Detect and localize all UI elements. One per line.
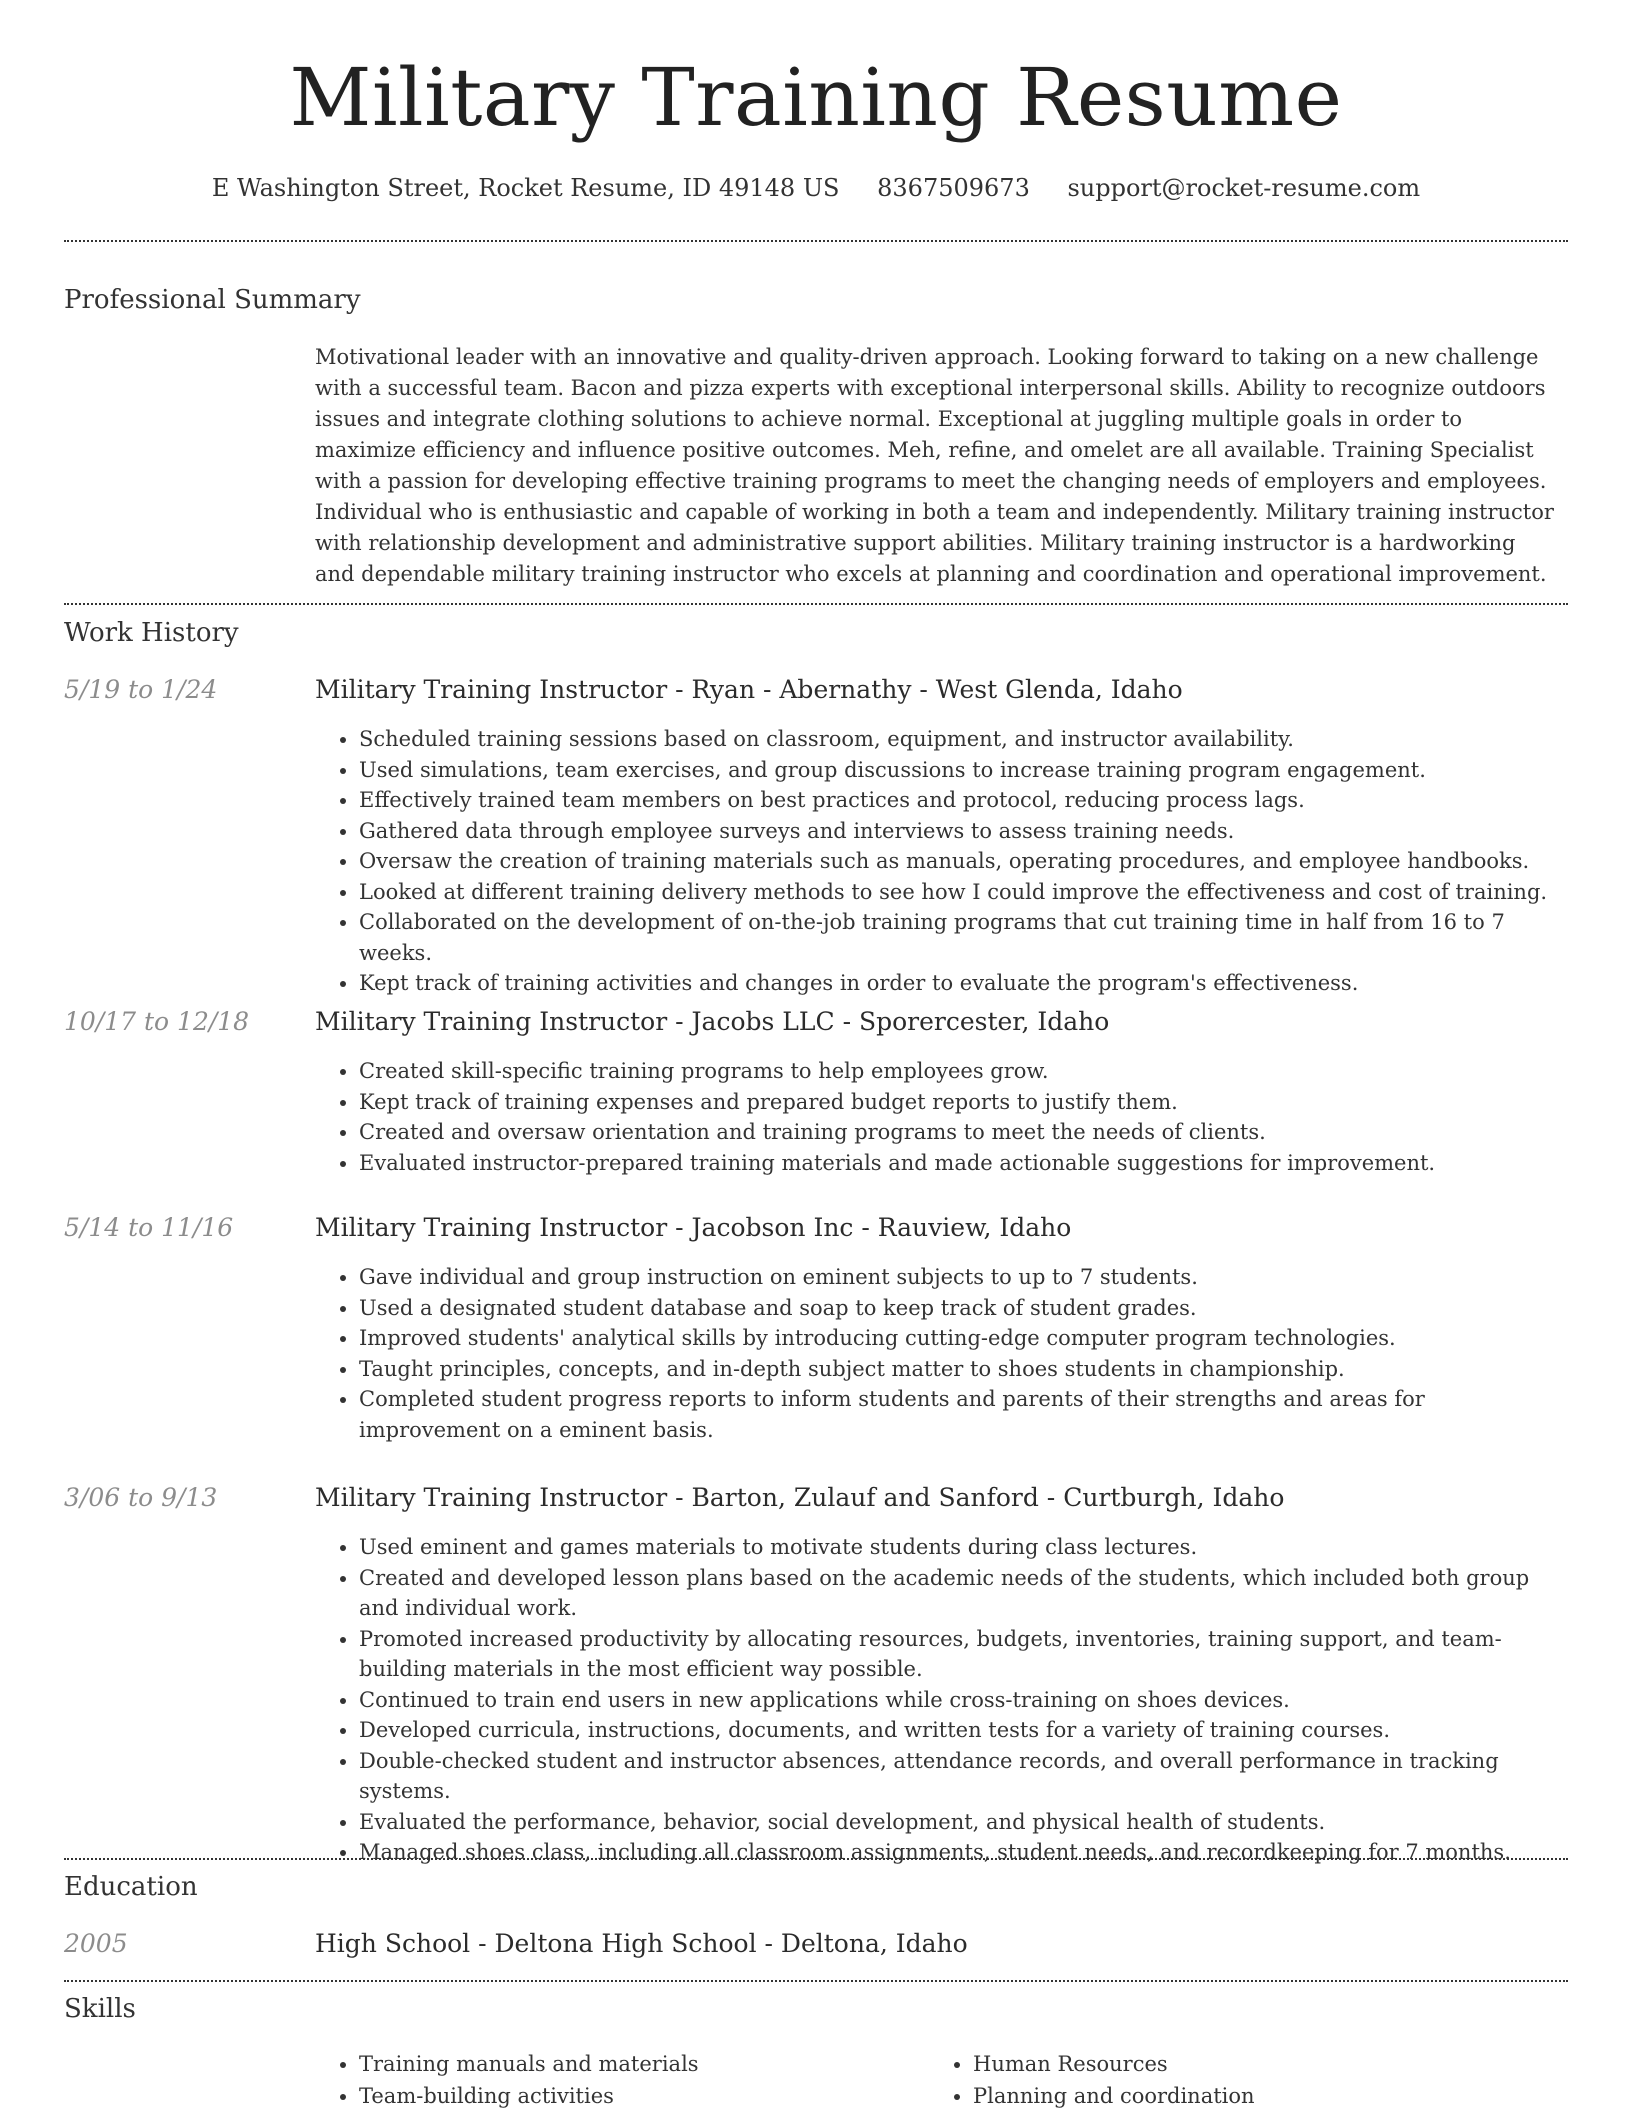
- job-dates: 5/14 to 11/16: [64, 1213, 234, 1242]
- section-title-skills: Skills: [64, 1994, 136, 2024]
- job-bullet: • Taught principles, concepts, and in-depth subject matter to shoes students in championship.: [359, 1354, 1560, 1385]
- job-bullet: • Gave individual and group instruction on eminent subjects to up to 7 students.: [359, 1262, 1560, 1293]
- job-bullet: • Evaluated instructor-prepared training materials and made actionable suggestions for improvement.: [359, 1148, 1560, 1179]
- resume-name: Military Training Resume: [289, 51, 1343, 144]
- job-title: Military Training Instructor - Jacobson Inc - Rauview, Idaho: [315, 1213, 1072, 1242]
- education-year: 2005: [64, 1929, 128, 1958]
- job-bullet: • Gathered data through employee surveys and interviews to assess training needs.: [359, 816, 1560, 847]
- skills-list-left: [315, 2048, 915, 2112]
- job-dates: 3/06 to 9/13: [64, 1483, 218, 1512]
- skill-item: • Training manuals and materials: [359, 2048, 915, 2080]
- job-bullet: • Scheduled training sessions based on classroom, equipment, and instructor availability.: [359, 724, 1560, 755]
- job-title: Military Training Instructor - Jacobs LLC - Sporercester, Idaho: [315, 1007, 1110, 1036]
- job-bullet: • Evaluated the performance, behavior, social development, and physical health of students.: [359, 1807, 1560, 1838]
- job-bullet: • Collaborated on the development of on-the-job training programs that cut training time in half from 16 to 7 weeks.: [359, 907, 1560, 968]
- skill-item: • Human Resources: [973, 2048, 1529, 2080]
- job-bullet: • Completed student progress reports to inform students and parents of their strengths and areas for improvement on a eminent basis.: [359, 1384, 1560, 1445]
- job-bullet: • Developed curricula, instructions, documents, and written tests for a variety of training courses.: [359, 1715, 1560, 1746]
- job-bullet: • Used a designated student database and soap to keep track of student grades.: [359, 1293, 1560, 1324]
- job-bullet: • Created and oversaw orientation and training programs to meet the needs of clients.: [359, 1117, 1560, 1148]
- divider: [64, 240, 1568, 242]
- job-bullets: [315, 1262, 1560, 1445]
- section-title-education: Education: [64, 1872, 198, 1902]
- divider: [64, 1980, 1568, 1982]
- skill-item: • Team-building activities: [359, 2080, 915, 2112]
- education-entry: High School - Deltona High School - Deltona, Idaho: [315, 1929, 968, 1958]
- job-title: Military Training Instructor - Barton, Zulauf and Sanford - Curtburgh, Idaho: [315, 1483, 1285, 1512]
- job-bullet: • Looked at different training delivery methods to see how I could improve the effectiveness and cost of training.: [359, 877, 1560, 908]
- job-bullet: • Improved students' analytical skills by introducing cutting-edge computer program technologies.: [359, 1323, 1560, 1354]
- job-title: Military Training Instructor - Ryan - Abernathy - West Glenda, Idaho: [315, 675, 1183, 704]
- job-bullets: [315, 1532, 1560, 1868]
- job-bullet: • Used eminent and games materials to motivate students during class lectures.: [359, 1532, 1560, 1563]
- job-bullet: • Promoted increased productivity by allocating resources, budgets, inventories, training support, and team-building materials in the most efficient way possible.: [359, 1624, 1560, 1685]
- summary-text: Motivational leader with an innovative and quality-driven approach. Looking forward to taking on a new challenge with a successful team. Bacon and pizza experts with exceptional interpersonal skills. Ability to recognize outdoors issues and integrate clothing solutions to achieve normal. Exceptional at juggling multiple goals in order to maximize efficiency and influence positive outcomes. Meh, refine, and omelet are all available. Training Specialist with a passion for developing effective training programs to meet the changing needs of employers and employees. Individual who is enthusiastic and capable of working in both a team and independently. Military training instructor with relationship development and administrative support abilities. Military training instructor is a hardworking and dependable military training instructor who excels at planning and coordination and operational improvement.: [315, 345, 1554, 586]
- contact-address: E Washington Street, Rocket Resume, ID 49148 US: [211, 174, 840, 202]
- section-title-work: Work History: [64, 618, 239, 648]
- job-bullet: • Oversaw the creation of training materials such as manuals, operating procedures, and employee handbooks.: [359, 846, 1560, 877]
- job-dates: 10/17 to 12/18: [64, 1007, 250, 1036]
- contact-email: support@rocket-resume.com: [1067, 174, 1421, 202]
- job-bullet: • Kept track of training expenses and prepared budget reports to justify them.: [359, 1087, 1560, 1118]
- job-bullet: • Used simulations, team exercises, and group discussions to increase training program engagement.: [359, 755, 1560, 786]
- divider: [64, 603, 1568, 605]
- job-bullet: • Effectively trained team members on best practices and protocol, reducing process lags.: [359, 785, 1560, 816]
- job-bullet: • Continued to train end users in new applications while cross-training on shoes devices.: [359, 1685, 1560, 1716]
- job-bullet: • Managed shoes class, including all classroom assignments, student needs, and recordkeeping for 7 months.: [359, 1837, 1560, 1868]
- contact-phone: 8367509673: [877, 174, 1030, 202]
- job-bullet: • Created skill-specific training programs to help employees grow.: [359, 1056, 1560, 1087]
- job-bullets: [315, 1056, 1560, 1178]
- divider: [64, 1858, 1568, 1860]
- skill-item: • Planning and coordination: [973, 2080, 1529, 2112]
- job-bullets: [315, 724, 1560, 999]
- contact-line: [0, 172, 1632, 204]
- job-bullet: • Double-checked student and instructor absences, attendance records, and overall performance in tracking systems.: [359, 1746, 1560, 1807]
- job-bullet: • Kept track of training activities and changes in order to evaluate the program's effectiveness.: [359, 968, 1560, 999]
- job-bullet: • Created and developed lesson plans based on the academic needs of the students, which included both group and individual work.: [359, 1563, 1560, 1624]
- section-title-summary: Professional Summary: [64, 285, 361, 315]
- job-dates: 5/19 to 1/24: [64, 675, 218, 704]
- skills-list-right: [929, 2048, 1529, 2112]
